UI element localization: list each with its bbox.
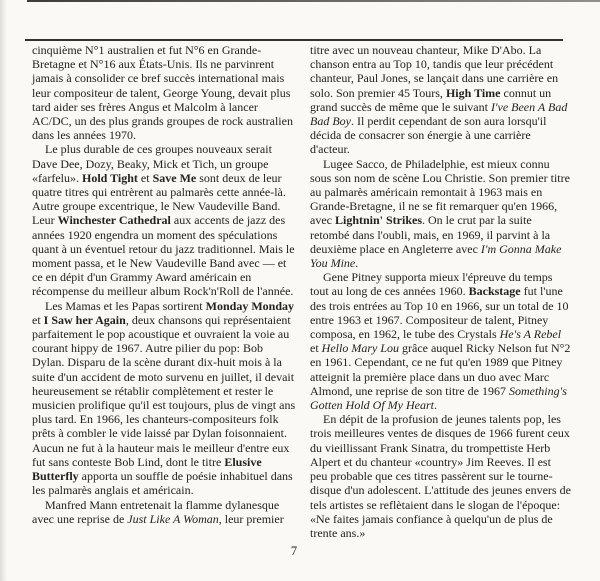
paragraph	[32, 498, 296, 526]
text-run: Elusive Butterfly	[32, 454, 262, 484]
text-run: En dépit de la profusion de jeunes talents pop, les trois meilleures ventes de disques de 1966 furent ceux du vieillissant Frank Sinatra, du trompettiste Herb Alpert et du chanteur «country» Jim Reeves. Il est peu probable que ces titres passèrent sur le tourne-disque d'un adolescent. L'attitude des jeunes envers de tels artistes se reflètaient dans le slogan de l'époque: «Ne faites jamais confiance à quelqu'un de plus de trente ans.»	[310, 412, 571, 540]
text-run: Just Like A Woman	[127, 511, 219, 526]
text-run: Something's Gotten Hold Of My Heart	[310, 383, 567, 413]
text-run: Manfred Mann entretenait la flamme dylanesque avec une reprise de	[32, 497, 280, 526]
paragraph	[32, 299, 296, 498]
header-rule	[25, 39, 563, 41]
text-run: grâce auquel Ricky Nelson fut N°2 en 1961. Cependant, ce ne fut qu'en 1989 que Pitney atteignit la première place dans un duo avec Marc Almond, une reprise de son titre de 1967	[310, 341, 571, 398]
text-run: aux accents de jazz des années 1920 engendra un moment des spéculations quant à un éventuel retour du jazz traditionnel. Mais le moment passa, et le New Vaudeville Band avec — et ce en dépit d'un Grammy Award américain en récompense du meilleur album Rock'n'Roll de l'année.	[32, 213, 295, 299]
text-run: . On le crut par la suite retombé dans l'oubli, mais, en 1969, il parvint à la deuxième place en Angleterre avec	[310, 213, 551, 256]
text-run: He's A Rebel	[499, 327, 562, 342]
text-run: Lugee Sacco, de Philadelphie, est mieux connu sous son nom de scène Lou Christie. Son premier titre au palmarès américain remontait à 1963 mais en Grande-Bretagne, il ne se fit remarquer qu'en 1966, avec	[310, 156, 570, 228]
text-run: et	[310, 341, 322, 356]
text-run: , deux chansons qui représentaient parfaitement le pop acoustique et ouvraient la voie au courant hippy de 1967. Autre pilier du pop: Bob Dylan. Disparu de la scène durant dix-huit mois à la suite d'un accident de moto survenu en juillet, il devait heureusement se rétablir complètement et rester le musicien prolifique qu'il est toujours, plus de vingt ans plus tard. En 1966, les chanteurs-compositeurs folk prêts à combler le vide laissé par Dylan foisonnaient. Aucun ne fut à la hauteur mais le meilleur d'entre eux fut sans conteste Bob Lind, dont le titre	[32, 312, 296, 469]
text-run: I've Been A Bad Bad Boy	[310, 99, 568, 129]
text-run: titre avec un nouveau chanteur, Mike D'Abo. La chanson entra au Top 10, tandis que leur précédent chanteur, Paul Jones, se lançait dans une carrière en solo. Son premier 45 Tours,	[310, 43, 559, 100]
page-number: 7	[290, 544, 298, 558]
scan-shadow-left	[0, 0, 7, 581]
text-run: .	[433, 398, 437, 413]
text-run: Lightnin' Strikes	[334, 213, 423, 228]
text-run: sont deux de leur quatre titres qui entrèrent au palmarès cette année-là. Autre groupe excentrique, le New Vaudeville Band. Leur	[32, 170, 286, 228]
text-run: Hello Mary Lou	[321, 341, 399, 356]
column-left	[32, 43, 296, 526]
paragraph	[310, 43, 571, 157]
text-run: I Saw her Again	[43, 312, 126, 327]
text-run: Monday Monday	[205, 298, 294, 313]
text-run: cinquième N°1 australien et fut N°6 en Grande-Bretagne et N°16 aux États-Unis. Ils ne parvinrent jamais à consolider ce bref succès international mais leur compositeur de talent, George Young, devait plus tard aider ses frères Angus et Malcolm à lancer AC/DC, un des plus grands groupes de rock australien dans les années 1970.	[32, 43, 293, 143]
paragraph	[310, 157, 571, 271]
column-right	[310, 43, 571, 540]
text-run: et	[32, 312, 44, 327]
paragraph	[310, 412, 571, 540]
text-run: Gene Pitney supporta mieux l'épreuve du temps tout au long de ces années 1960.	[310, 270, 553, 299]
text-run: , leur premier	[218, 511, 284, 526]
text-run: I'm Gonna Make You Mine	[310, 241, 562, 271]
text-run: fut l'une des trois entrées au Top 10 en 1966, sur un total de 10 entre 1963 et 1967. Compositeur de talent, Pitney composa, en 1962, le tube des Crystals	[310, 284, 569, 342]
paragraph	[310, 270, 571, 412]
text-run: . Il perdit cependant de son aura lorsqu'il décida de consacrer son énergie à une carrière d'acteur.	[310, 114, 547, 157]
text-run: .	[355, 256, 359, 271]
paragraph	[32, 43, 296, 142]
text-run: apporta un souffle de poésie inhabituel dans les palmarès anglais et américain.	[32, 469, 293, 498]
scan-edge-artifact	[27, 0, 600, 2]
text-run: Les Mamas et les Papas sortirent	[45, 298, 206, 313]
paragraph	[32, 142, 296, 298]
text-run: Hold Tight	[81, 170, 138, 185]
text-run: connut un grand succès de même que le suivant	[310, 85, 552, 114]
text-run: Backstage	[468, 284, 521, 299]
text-run: Le plus durable de ces groupes nouveaux serait Dave Dee, Dozy, Beaky, Mick et Tich, un groupe «farfelu».	[32, 142, 272, 185]
text-run: et	[137, 170, 153, 185]
text-run: Save Me	[152, 170, 197, 185]
text-run: Winchester Cathedral	[57, 213, 171, 228]
text-run: High Time	[445, 85, 501, 100]
